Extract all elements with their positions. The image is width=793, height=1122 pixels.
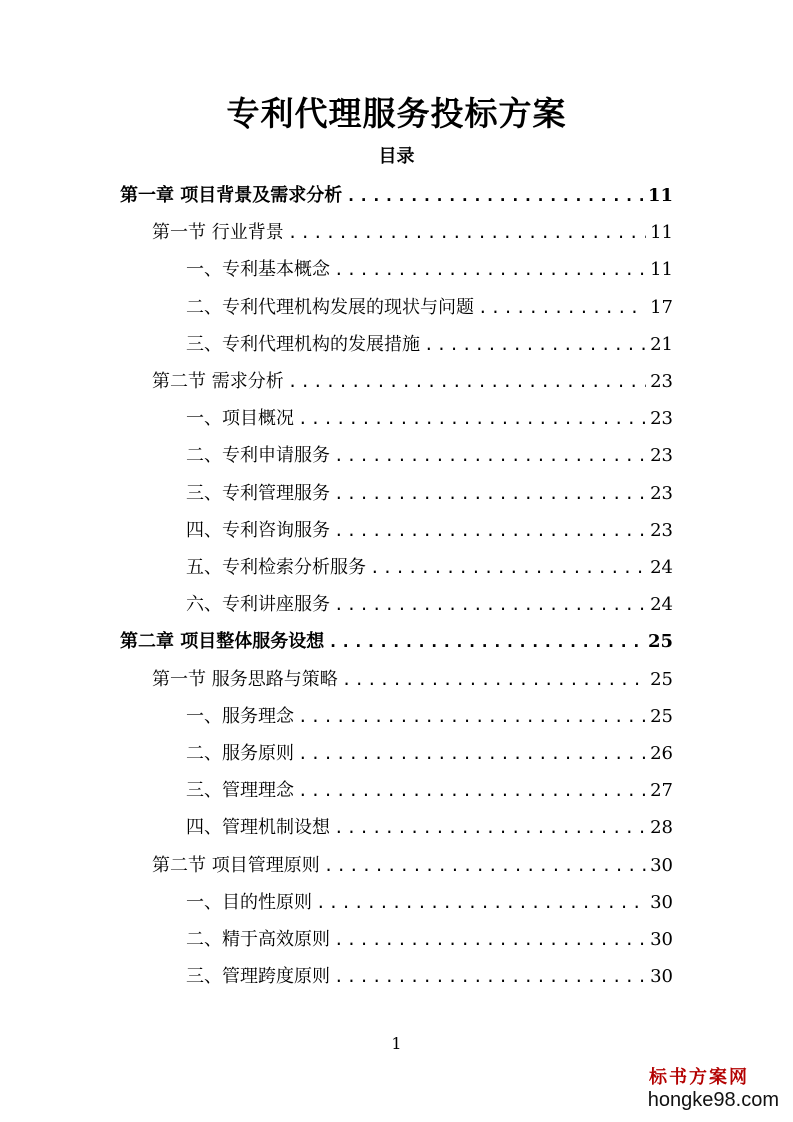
toc-dot-leader <box>298 775 646 807</box>
toc-entry-title: 二、专利代理机构发展的现状与问题 <box>186 296 474 318</box>
toc-entry[interactable] <box>186 403 673 435</box>
toc-entry-page: 23 <box>650 482 673 504</box>
toc-entry-title: 三、专利管理服务 <box>186 482 330 504</box>
toc-dot-leader <box>424 329 646 361</box>
toc-entry[interactable] <box>186 887 673 919</box>
toc-dot-leader <box>288 366 646 398</box>
toc-entry-title: 一、服务理念 <box>186 705 294 727</box>
toc-entry[interactable] <box>120 180 673 212</box>
toc-entry-page: 21 <box>650 333 673 355</box>
toc-entry-title: 一、专利基本概念 <box>186 259 330 281</box>
toc-dot-leader <box>334 254 646 286</box>
watermark-text-cn: 标书方案网 <box>649 1067 749 1088</box>
toc-dot-leader <box>334 924 646 956</box>
toc-dot-leader <box>328 626 644 658</box>
toc-entry-page: 27 <box>650 780 673 802</box>
toc-entry-title: 第一章 项目背景及需求分析 <box>120 185 343 206</box>
toc-entry-page: 25 <box>647 631 673 653</box>
toc-entry[interactable] <box>186 440 673 472</box>
toc-dot-leader <box>370 552 646 584</box>
toc-entry-title: 第一节 行业背景 <box>152 222 284 244</box>
toc-dot-leader <box>324 850 646 882</box>
toc-entry-page: 23 <box>650 445 673 467</box>
toc-entry-title: 四、专利咨询服务 <box>186 519 330 541</box>
watermark-logo <box>639 1066 779 1114</box>
toc-dot-leader <box>298 403 646 435</box>
toc-entry-page: 24 <box>650 594 673 616</box>
toc-dot-leader <box>298 701 646 733</box>
toc-entry-title: 第一节 服务思路与策略 <box>152 668 338 690</box>
page-number: 1 <box>391 1034 402 1053</box>
toc-entry[interactable] <box>186 254 673 286</box>
toc-dot-leader <box>342 664 646 696</box>
toc-entry[interactable] <box>186 775 673 807</box>
toc-entry-title: 一、项目概况 <box>186 408 294 430</box>
toc-entry-page: 30 <box>650 891 673 913</box>
toc-heading: 目录 <box>378 146 415 167</box>
toc-entry-page: 24 <box>650 557 673 578</box>
toc-entry-title: 二、专利申请服务 <box>186 445 330 467</box>
toc-entry[interactable] <box>152 664 673 696</box>
toc-dot-leader <box>334 961 646 993</box>
toc-dot-leader <box>334 589 646 621</box>
toc-entry[interactable] <box>186 924 673 956</box>
toc-entry[interactable] <box>152 217 673 249</box>
toc-entry-title: 三、专利代理机构的发展措施 <box>186 333 420 355</box>
toc-entry-page: 17 <box>650 296 673 318</box>
toc-entry[interactable] <box>186 812 673 844</box>
toc-entry-page: 23 <box>650 519 673 541</box>
toc-entry-page: 30 <box>650 929 673 950</box>
toc-entry-title: 三、管理跨度原则 <box>186 966 330 988</box>
toc-entry-page: 30 <box>650 966 673 988</box>
toc-entry-page: 23 <box>650 371 673 392</box>
toc-entry-title: 四、管理机制设想 <box>186 817 330 839</box>
toc-entry-page: 11 <box>650 222 673 244</box>
toc-dot-leader <box>478 292 646 324</box>
watermark-text-en: hongke98.com <box>647 1089 779 1111</box>
toc-entry-title: 五、专利检索分析服务 <box>186 557 366 578</box>
toc-entry[interactable] <box>186 552 673 584</box>
toc-dot-leader <box>334 440 646 472</box>
toc-entry-title: 一、目的性原则 <box>186 891 312 913</box>
document-title: 专利代理服务投标方案 <box>226 94 567 133</box>
toc-dot-leader <box>298 738 646 770</box>
toc-dot-leader <box>334 515 646 547</box>
toc-entry-title: 第二章 项目整体服务设想 <box>120 631 325 653</box>
toc-entry[interactable] <box>152 850 673 882</box>
toc-entry-page: 11 <box>647 185 673 206</box>
toc-entry-title: 三、管理理念 <box>186 780 294 802</box>
toc-dot-leader <box>316 887 646 919</box>
toc-entry-page: 26 <box>650 743 673 764</box>
toc-entry-page: 30 <box>650 854 673 876</box>
toc-entry[interactable] <box>186 478 673 510</box>
toc-entry-title: 六、专利讲座服务 <box>186 594 330 616</box>
toc-dot-leader <box>288 217 646 249</box>
toc-entry-title: 二、精于高效原则 <box>186 929 330 950</box>
toc-entry[interactable] <box>186 961 673 993</box>
toc-entry-page: 28 <box>650 817 673 839</box>
toc-entry-page: 25 <box>650 705 673 727</box>
toc-entry[interactable] <box>120 626 673 658</box>
toc-dot-leader <box>334 478 646 510</box>
toc-entry[interactable] <box>186 515 673 547</box>
toc-entry[interactable] <box>186 329 673 361</box>
toc-entry[interactable] <box>152 366 673 398</box>
toc-entry-page: 25 <box>650 668 673 690</box>
toc-dot-leader <box>334 812 646 844</box>
toc-entry-title: 第二节 需求分析 <box>152 371 284 392</box>
toc-entry-title: 第二节 项目管理原则 <box>152 854 320 876</box>
toc-entry-page: 11 <box>650 259 673 281</box>
toc-dot-leader <box>346 180 644 212</box>
toc-entry-title: 二、服务原则 <box>186 743 294 764</box>
toc-entry[interactable] <box>186 701 673 733</box>
toc-entry-page: 23 <box>650 408 673 430</box>
toc-entry[interactable] <box>186 292 673 324</box>
toc-entry[interactable] <box>186 738 673 770</box>
toc-entry[interactable] <box>186 589 673 621</box>
